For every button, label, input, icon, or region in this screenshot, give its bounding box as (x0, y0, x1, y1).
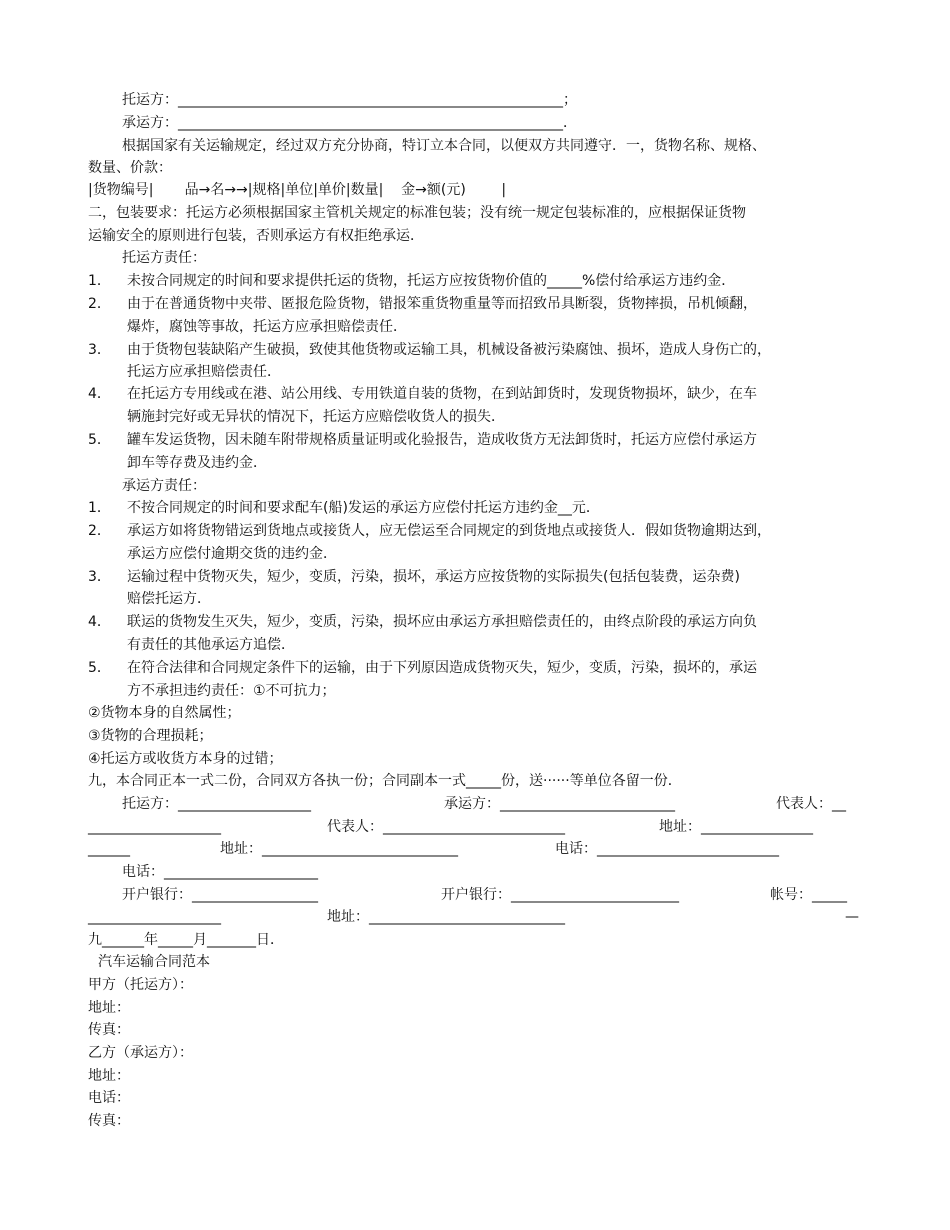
dash-mark: — (845, 909, 859, 925)
party-b-address: 地址： (88, 1068, 130, 1084)
list-item: 运输过程中货物灭失，短少，变质，污染，损坏，承运方应按货物的实际损失(包括包装费，运杂费) (127, 569, 740, 585)
party-b-fax: 传真： (88, 1113, 130, 1129)
party-b-phone: 电话： (88, 1090, 130, 1106)
exemption-item: ②货物本身的自然属性； (88, 705, 241, 721)
phone-field: 电话：__________________________ (555, 841, 779, 857)
list-item-cont: 辆施封完好或无异状的情况下，托运方应赔偿收货人的损失． (127, 409, 505, 425)
list-number: 3． (88, 569, 111, 585)
list-item: 由于货物包装缺陷产生破损，致使其他货物或运输工具，机械设备被污染腐蚀、损坏，造成人身伤亡的， (127, 342, 771, 358)
template-title: 汽车运输合同范本 (98, 954, 210, 970)
address-field: 地址：________________ (659, 819, 813, 835)
party-a-address: 地址： (88, 1000, 130, 1016)
list-item-cont: 有责任的其他承运方追偿． (127, 637, 295, 653)
party-b-label: 乙方（承运方）： (88, 1045, 193, 1061)
list-number: 4． (88, 386, 111, 402)
list-item: 联运的货物发生灭失，短少，变质，污染，损坏应由承运方承担赔偿责任的，由终点阶段的承运方向负 (127, 614, 757, 630)
address-field: 地址：____________________________ (220, 841, 458, 857)
list-number: 3． (88, 342, 111, 358)
address-field: 地址：____________________________ (327, 909, 565, 925)
shipper-signature-field: 托运方：___________________ (122, 796, 311, 812)
list-item: 承运方如将货物错运到货地点或接货人，应无偿运至合同规定的到货地点或接货人．假如货物逾期达到， (127, 523, 771, 539)
phone-field: 电话：______________________ (122, 864, 318, 880)
date-field: 九______年_____月_______日． (88, 932, 284, 948)
shipper-line: 托运方：_______________________________________________________； (122, 92, 577, 108)
intro-paragraph: 根据国家有关运输规定，经过双方充分协商，特订立本合同，以便双方共同遵守．一，货物名称、规格、 (122, 138, 766, 154)
packaging-clause-cont: 运输安全的原则进行包装，否则承运方有权拒绝承运． (88, 228, 424, 244)
list-number: 2． (88, 296, 111, 312)
list-item: 罐车发运货物，因未随车附带规格质量证明或化验报告，造成收货方无法卸货时，托运方应偿付承运方 (127, 432, 757, 448)
bank-field: 开户银行：________________________ (441, 887, 679, 903)
list-item: 在托运方专用线或在港、站公用线、专用铁道自装的货物，在到站卸货时，发现货物损坏，缺少，在车 (127, 386, 757, 402)
blank-line: ______ (88, 841, 130, 857)
blank-line: ___________________ (88, 819, 221, 835)
list-item-cont: 卸车等存费及违约金． (127, 455, 267, 471)
list-number: 5． (88, 660, 111, 676)
packaging-clause: 二，包装要求：托运方必须根据国家主管机关规定的标准包装；没有统一规定包装标准的，应根据保证货物 (88, 205, 746, 221)
exemption-item: ④托运方或收货方本身的过错； (88, 751, 283, 767)
carrier-signature-field: 承运方：_________________________ (444, 796, 675, 812)
list-number: 4． (88, 614, 111, 630)
list-item-cont: 托运方应承担赔偿责任． (127, 364, 281, 380)
party-a-label: 甲方（托运方）： (88, 977, 193, 993)
list-number: 1． (88, 500, 111, 516)
list-item: 未按合同规定的时间和要求提供托运的货物，托运方应按货物价值的_____%偿付给承运方违约金． (127, 273, 736, 289)
copies-clause: 九，本合同正本一式二份，合同双方各执一份；合同副本一式_____份，送······等单位各留一份． (88, 773, 682, 789)
blank-line: ___________________ (88, 909, 221, 925)
account-field: 帐号：_____ (770, 887, 847, 903)
list-item: 在符合法律和合同规定条件下的运输，由于下列原因造成货物灭失，短少，变质，污染，损坏的，承运 (127, 660, 757, 676)
exemption-item: ③货物的合理损耗； (88, 728, 213, 744)
bank-field: 开户银行：__________________ (122, 887, 318, 903)
list-number: 1． (88, 273, 111, 289)
carrier-line: 承运方：_______________________________________________________． (122, 115, 577, 131)
carrier-resp-title: 承运方责任： (122, 478, 206, 494)
list-item-cont: 承运方应偿付逾期交货的违约金． (127, 546, 337, 562)
party-a-fax: 传真： (88, 1022, 130, 1038)
list-item-cont: 爆炸，腐蚀等事故，托运方应承担赔偿责任． (127, 319, 407, 335)
list-item: 不按合同规定的时间和要求配车(船)发运的承运方应偿付托运方违约金__元． (127, 500, 600, 516)
shipper-resp-title: 托运方责任： (122, 250, 206, 266)
intro-paragraph-cont: 数量、价款： (88, 160, 172, 176)
list-number: 2． (88, 523, 111, 539)
list-item: 由于在普通货物中夹带、匿报危险货物，错报笨重货物重量等而招致吊具断裂，货物摔损，吊机倾翻， (127, 296, 757, 312)
list-item-cont: 赔偿托运方． (127, 591, 211, 607)
list-number: 5． (88, 432, 111, 448)
representative-field: 代表人：__________________________ (327, 819, 565, 835)
goods-table-header: |货物编号| 品→名→→|规格|单位|单价|数量| 金→额(元) | (88, 182, 507, 198)
representative-field: 代表人：__ (776, 796, 846, 812)
list-item-cont: 方不承担违约责任：①不可抗力； (127, 683, 336, 699)
